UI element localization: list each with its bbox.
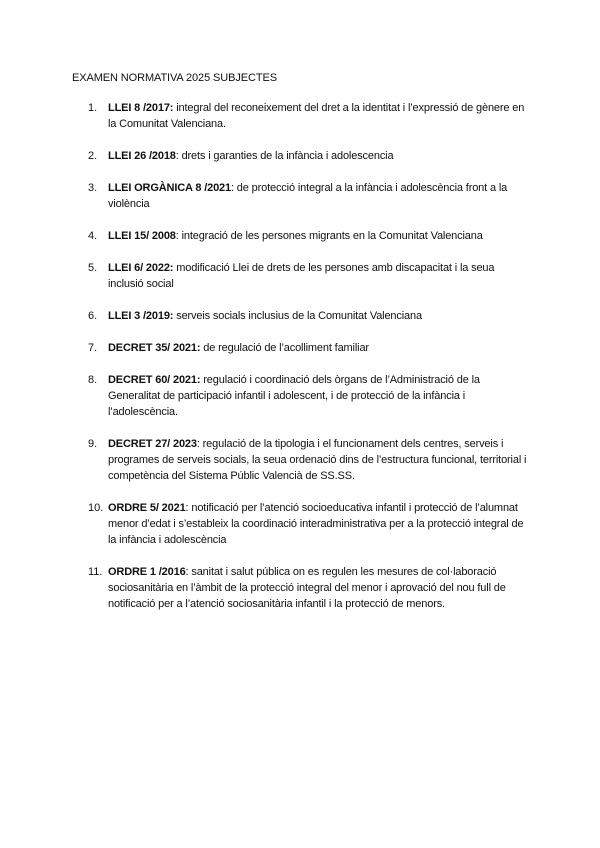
list-item <box>72 180 532 212</box>
list-item <box>72 308 532 324</box>
law-description: : notificació per l’atenció socioeducativa infantil i protecció de l’alumnat menor d’edat i s’estableix la coordinació interadministrativa per a la protecció integral de la infància i adolescència <box>108 502 524 546</box>
list-item-text <box>108 260 532 292</box>
list-item <box>72 436 532 484</box>
law-reference: LLEI 26 /2018 <box>108 150 176 162</box>
list-item <box>72 372 532 420</box>
law-description: : drets i garanties de la infància i adolescencia <box>175 150 394 162</box>
list-item <box>72 148 532 164</box>
list-item-number: 5. <box>88 262 98 274</box>
law-description: : integració de les persones migrants en la Comunitat Valenciana <box>175 230 483 242</box>
law-reference: DECRET 27/ 2023 <box>108 438 197 450</box>
list-item-number: 11. <box>88 566 103 578</box>
law-reference: LLEI ORGÀNICA 8 /2021 <box>108 182 231 194</box>
law-reference: ORDRE 5/ 2021 <box>108 502 186 514</box>
list-item <box>72 340 532 356</box>
list-item-text <box>108 148 532 164</box>
law-reference: LLEI 3 /2019: <box>108 310 174 322</box>
list-item-number: 7. <box>88 342 98 354</box>
law-description: integral del reconeixement del dret a la identitat i l’expressió de gènere en la Comunitat Valenciana. <box>108 102 525 130</box>
list-item-text <box>108 180 532 212</box>
list-item <box>72 228 532 244</box>
list-item-text <box>108 500 532 548</box>
law-reference: DECRET 35/ 2021: <box>108 342 201 354</box>
law-description: regulació i coordinació dels òrgans de l’Administració de la Generalitat de participació infantil i adolescent, i de protecció de la infància i l’adolescència. <box>108 374 480 418</box>
list-item-number: 1. <box>88 102 98 114</box>
list-item-text <box>108 372 532 420</box>
list-item-text <box>108 228 532 244</box>
law-description: : sanitat i salut pública on es regulen les mesures de col·laboració sociosanitària en l’àmbit de la protecció integral del menor i aprovació del nou full de notificació per a l’atenció sociosanitària infantil i la protecció de menors. <box>108 566 506 610</box>
law-description: : de protecció integral a la infància i adolescència front a la violència <box>108 182 508 210</box>
list-item-number: 6. <box>88 310 98 322</box>
law-reference: LLEI 6/ 2022: <box>108 262 174 274</box>
list-item-text <box>108 100 532 132</box>
list-item-number: 2. <box>88 150 98 162</box>
list-item-number: 4. <box>88 230 98 242</box>
list-item-text <box>108 564 532 612</box>
law-description: modificació Llei de drets de les persones amb discapacitat i la seua inclusió social <box>108 262 495 290</box>
document-title: EXAMEN NORMATIVA 2025 SUBJECTES <box>72 72 277 84</box>
list-item <box>72 260 532 292</box>
list-item-text <box>108 308 532 324</box>
law-reference: DECRET 60/ 2021: <box>108 374 201 386</box>
law-description: serveis socials inclusius de la Comunitat Valenciana <box>173 310 422 322</box>
list-item-text <box>108 340 532 356</box>
list-item <box>72 100 532 132</box>
law-description: : regulació de la tipologia i el funcionament dels centres, serveis i programes de serveis socials, la seua ordenació dins de l’estructura funcional, territorial i competència del Sistema Públic Valencià de SS.SS. <box>108 438 527 482</box>
law-reference: ORDRE 1 /2016 <box>108 566 186 578</box>
law-reference: LLEI 8 /2017: <box>108 102 174 114</box>
list-item-number: 10. <box>88 502 104 514</box>
list-item <box>72 564 532 612</box>
list-item-number: 8. <box>88 374 98 386</box>
law-reference: LLEI 15/ 2008 <box>108 230 176 242</box>
list-item <box>72 500 532 548</box>
list-item-number: 9. <box>88 438 98 450</box>
regulation-list <box>72 100 532 628</box>
law-description: de regulació de l’acolliment familiar <box>200 342 369 354</box>
list-item-number: 3. <box>88 182 98 194</box>
list-item-text <box>108 436 532 484</box>
